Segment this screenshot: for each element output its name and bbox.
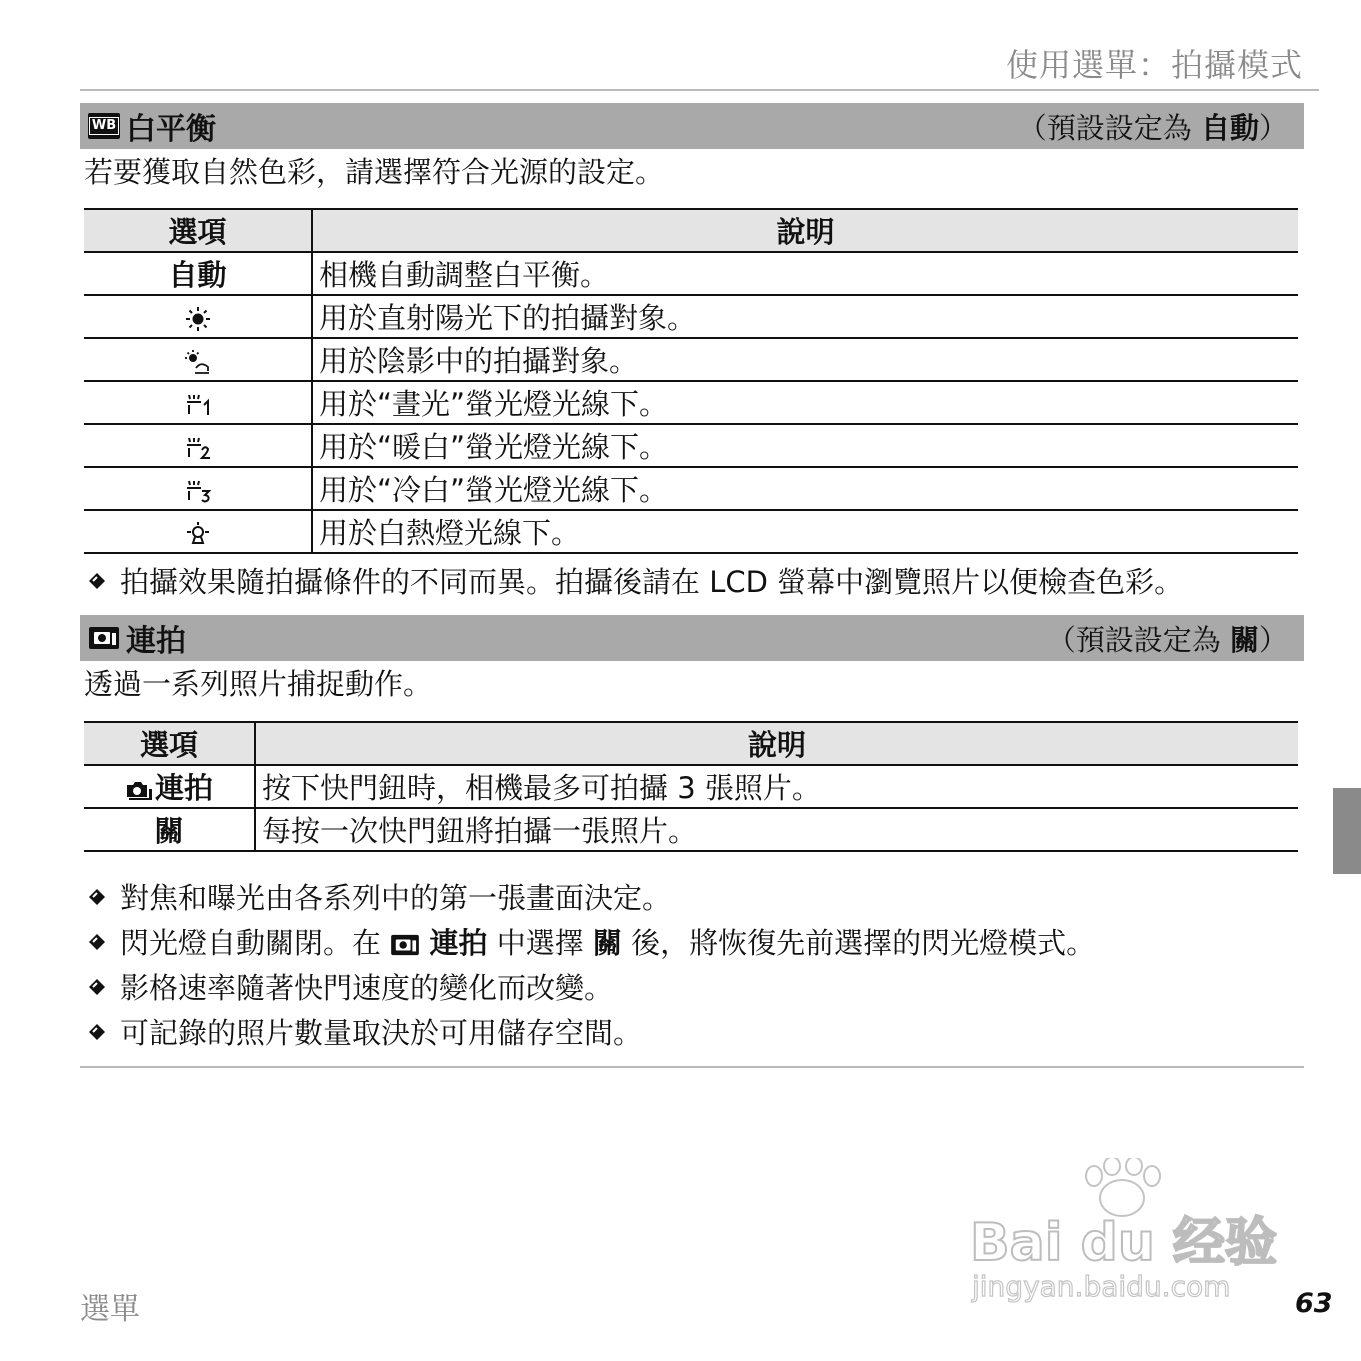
bottom-divider — [80, 1066, 1304, 1068]
table-row — [84, 295, 1298, 338]
note-icon — [86, 570, 108, 592]
continuous-table — [84, 721, 1298, 852]
continuous-shooting-icon — [390, 933, 420, 957]
option-cell: 關 — [84, 808, 255, 851]
note-icon — [86, 886, 108, 908]
description-cell: 用於“暖白”螢光燈光線下。 — [312, 424, 1298, 467]
description-cell: 按下快門鈕時，相機最多可拍攝 3 張照片。 — [255, 765, 1298, 808]
header-divider — [80, 89, 1319, 91]
description-cell: 用於“晝光”螢光燈光線下。 — [312, 381, 1298, 424]
description-cell: 用於白熱燈光線下。 — [312, 510, 1298, 553]
section-title: 連拍 — [126, 624, 186, 659]
page-header-title: 使用選單：拍攝模式 — [1005, 46, 1303, 84]
description-cell: 用於直射陽光下的拍攝對象。 — [312, 295, 1298, 338]
table-row — [84, 467, 1298, 510]
default-setting: （預設設定為 關） — [1046, 622, 1288, 657]
section-intro: 若要獲取自然色彩，請選擇符合光源的設定。 — [84, 155, 665, 189]
table-row — [84, 510, 1298, 553]
white-balance-table — [84, 208, 1298, 554]
note-icon — [86, 1021, 108, 1043]
table-row — [84, 338, 1298, 381]
description-cell: 每按一次快門鈕將拍攝一張照片。 — [255, 808, 1298, 851]
default-setting: （預設設定為 自動） — [1017, 110, 1288, 145]
section-title: 白平衡 — [126, 112, 216, 147]
continuous-section-bar — [80, 615, 1304, 661]
continuous-shooting-icon — [88, 625, 120, 651]
sun-icon — [183, 306, 213, 332]
note-icon — [86, 976, 108, 998]
table-row — [84, 424, 1298, 467]
page-number: 63 — [1295, 1288, 1333, 1319]
note-item: 拍攝效果隨拍攝條件的不同而異。拍攝後請在 LCD 螢幕中瀏覽照片以便檢查色彩。 — [86, 560, 1183, 601]
note-item: 閃光燈自動關閉。在 連拍 中選擇 關 後，將恢復先前選擇的閃光燈模式。 — [86, 921, 1095, 962]
column-header-description: 說明 — [312, 209, 1298, 252]
note-item: 對焦和曝光由各系列中的第一張畫面決定。 — [86, 876, 671, 917]
option-cell — [84, 510, 312, 553]
description-cell: 用於陰影中的拍攝對象。 — [312, 338, 1298, 381]
table-row — [84, 808, 1298, 851]
shade-icon — [183, 349, 213, 375]
column-header-option: 選項 — [84, 722, 255, 765]
wb-icon: WB — [88, 113, 120, 139]
option-cell — [84, 295, 312, 338]
white-balance-section-bar — [80, 103, 1304, 149]
table-row — [84, 252, 1298, 295]
continuous-shooting-icon — [125, 779, 155, 801]
table-row — [84, 765, 1298, 808]
option-cell — [84, 424, 312, 467]
baidu-watermark-logo — [962, 1158, 1282, 1308]
svg-text:Bai du 经验: Bai du 经验 — [970, 1213, 1277, 1273]
fluorescent-3-icon — [183, 478, 213, 504]
incandescent-icon — [183, 521, 213, 547]
column-header-option: 選項 — [84, 209, 312, 252]
option-cell — [84, 467, 312, 510]
option-cell: 自動 — [84, 252, 312, 295]
chapter-side-tab — [1333, 788, 1361, 874]
fluorescent-2-icon — [183, 435, 213, 461]
svg-text:jingyan.baidu.com: jingyan.baidu.com — [972, 1270, 1231, 1303]
description-cell: 用於“冷白”螢光燈光線下。 — [312, 467, 1298, 510]
column-header-description: 說明 — [255, 722, 1298, 765]
option-cell: 連拍 — [84, 765, 255, 808]
table-row — [84, 381, 1298, 424]
note-item: 影格速率隨著快門速度的變化而改變。 — [86, 966, 613, 1007]
footer-section-label: 選單 — [80, 1292, 140, 1327]
note-item: 可記錄的照片數量取決於可用儲存空間。 — [86, 1011, 642, 1052]
fluorescent-1-icon — [183, 392, 213, 418]
option-cell — [84, 381, 312, 424]
section-intro: 透過一系列照片捕捉動作。 — [84, 667, 433, 701]
description-cell: 相機自動調整白平衡。 — [312, 252, 1298, 295]
option-cell — [84, 338, 312, 381]
note-icon — [86, 931, 108, 953]
